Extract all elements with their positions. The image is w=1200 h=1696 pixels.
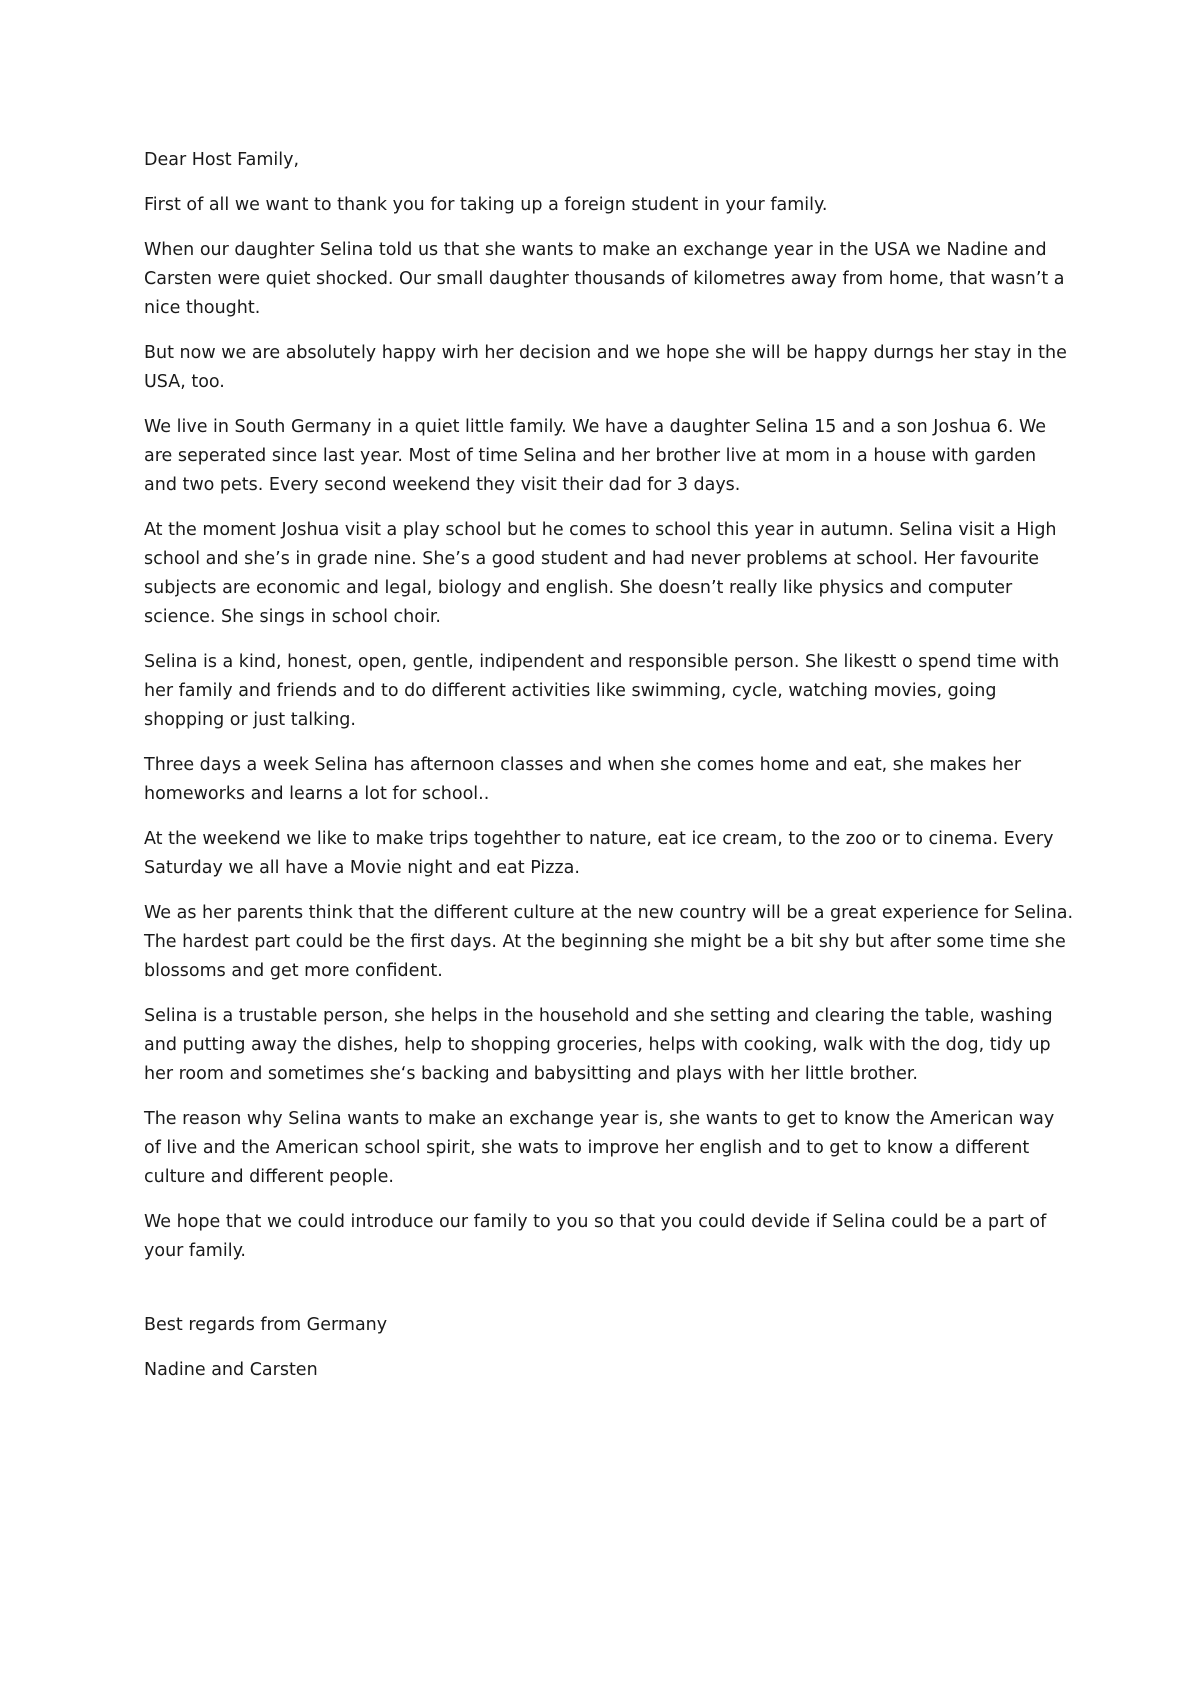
- letter-paragraph-family: We live in South Germany in a quiet little family. We have a daughter Selina 15 and a son Joshua 6. We are seperated since last year. Most of time Selina and her brother live at mom in a house with garden and two pets. Every second weekend they visit their dad for 3 days.: [144, 417, 1047, 495]
- letter-paragraph-personality: Selina is a kind, honest, open, gentle, indipendent and responsible person. She likestt o spend time with her family and friends and to do different activities like swimming, cycle, watching movies, going shopping or just talking.: [144, 652, 1060, 730]
- letter-salutation: Dear Host Family,: [144, 150, 300, 170]
- letter-paragraph-hope: We hope that we could introduce our family to you so that you could devide if Selina could be a part of your family.: [144, 1212, 1047, 1261]
- letter-signature: Nadine and Carsten: [144, 1360, 318, 1380]
- letter-paragraph-weekend: At the weekend we like to make trips togehther to nature, eat ice cream, to the zoo or to cinema. Every Saturday we all have a Movie night and eat Pizza.: [144, 829, 1054, 878]
- letter-paragraph-reason: The reason why Selina wants to make an exchange year is, she wants to get to know the American way of live and the American school spirit, she wats to improve her english and to get to know a different culture and different people.: [144, 1109, 1055, 1187]
- letter-paragraph-school: At the moment Joshua visit a play school but he comes to school this year in autumn. Selina visit a High school and she’s in grade nine. She’s a good student and had never problems at school. Her favourite subjects are economic and legal, biology and english. She doesn’t really like physics and computer science. She sings in school choir.: [144, 520, 1057, 627]
- letter-paragraph-household: Selina is a trustable person, she helps in the household and she setting and clearing the table, washing and putting away the dishes, help to shopping groceries, helps with cooking, walk with the dog, tidy up her room and sometimes she‘s backing and babysitting and plays with her little brother.: [144, 1006, 1053, 1084]
- letter-paragraph-happy: But now we are absolutely happy wirh her decision and we hope she will be happy durngs her stay in the USA, too.: [144, 343, 1067, 392]
- letter-body: [144, 146, 1074, 1401]
- letter-closing: Best regards from Germany: [144, 1315, 388, 1335]
- letter-paragraph-exchange-decision: When our daughter Selina told us that she wants to make an exchange year in the USA we Nadine and Carsten were quiet shocked. Our small daughter thousands of kilometres away from home, that wasn’t a nice thought.: [144, 240, 1065, 318]
- letter-paragraph-culture: We as her parents think that the different culture at the new country will be a great experience for Selina. The hardest part could be the first days. At the beginning she might be a bit shy but after some time she blossoms and get more confident.: [144, 903, 1074, 981]
- letter-paragraph-thanks: First of all we want to thank you for taking up a foreign student in your family.: [144, 195, 828, 215]
- letter-paragraph-afternoon-classes: Three days a week Selina has afternoon classes and when she comes home and eat, she makes her homeworks and learns a lot for school..: [144, 755, 1022, 804]
